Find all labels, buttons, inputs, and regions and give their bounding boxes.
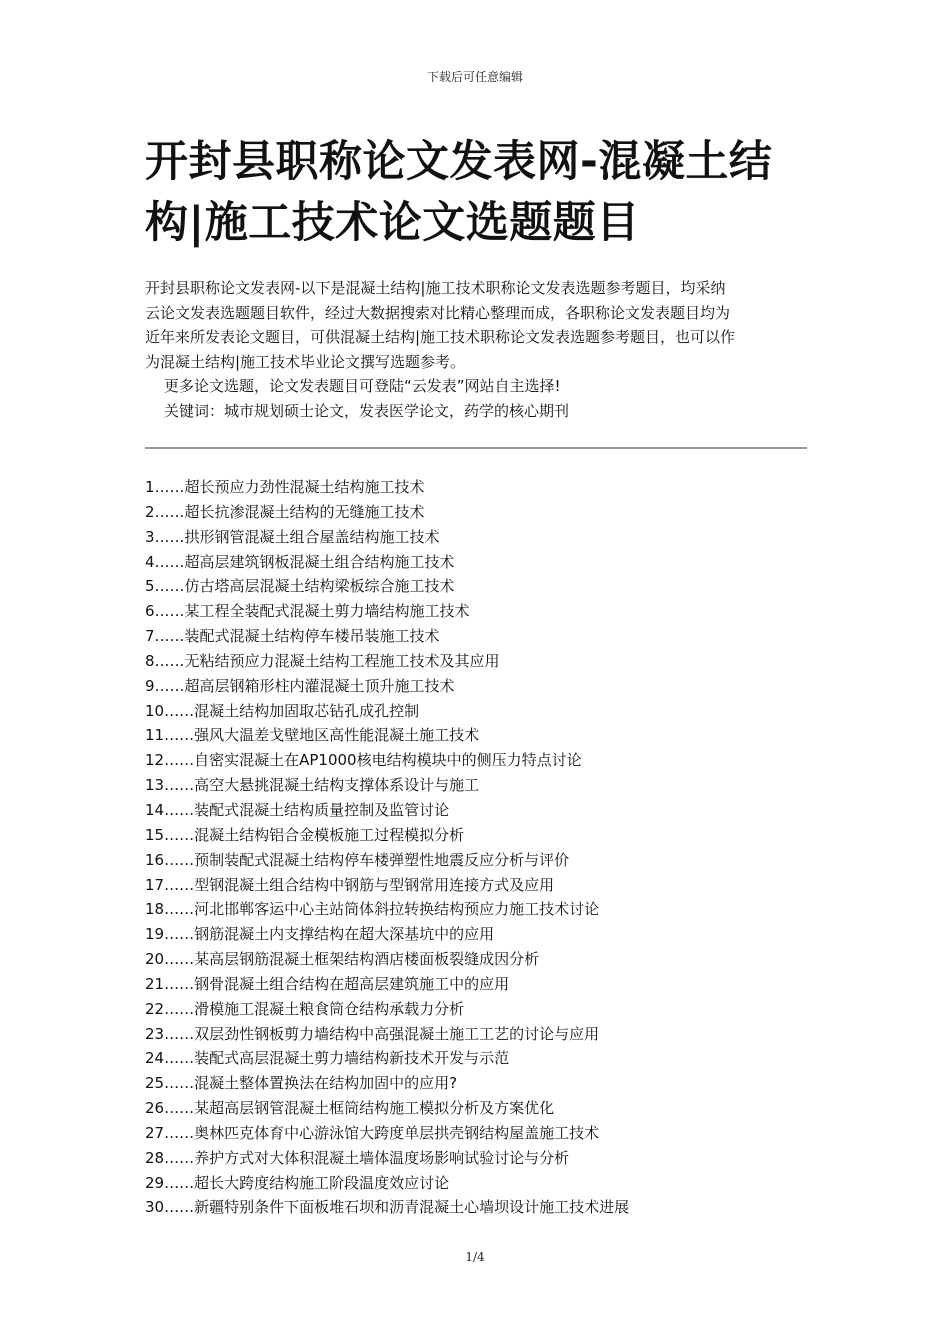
topic-item: 1……超长预应力劲性混凝土结构施工技术 <box>145 478 425 496</box>
section-divider <box>145 447 807 449</box>
topic-item: 24……装配式高层混凝土剪力墙结构新技术开发与示范 <box>145 1049 510 1068</box>
topic-item: 3……拱形钢管混凝土组合屋盖结构施工技术 <box>145 527 440 546</box>
topic-item: 4……超高层建筑钢板混凝土组合结构施工技术 <box>145 552 455 571</box>
topic-item: 6……某工程全装配式混凝土剪力墙结构施工技术 <box>145 602 470 621</box>
topic-item: 10……混凝土结构加固取芯钻孔成孔控制 <box>145 701 420 720</box>
topic-item: 17……型钢混凝土组合结构中钢筋与型钢常用连接方式及应用 <box>145 875 555 894</box>
intro-paragraph <box>145 276 807 423</box>
topic-item: 27……奥林匹克体育中心游泳馆大跨度单层拱壳钢结构屋盖施工技术 <box>145 1123 600 1142</box>
topic-item: 2……超长抗渗混凝土结构的无缝施工技术 <box>145 502 425 521</box>
topic-item: 18……河北邯郸客运中心主站筒体斜拉转换结构预应力施工技术讨论 <box>145 900 600 919</box>
more-topics-note: 更多论文选题，论文发表题目可登陆“云发表”网站自主选择! <box>164 377 561 395</box>
topic-item: 22……滑模施工混凝土粮食筒仓结构承载力分析 <box>145 999 465 1018</box>
topic-item: 14……装配式混凝土结构质量控制及监管讨论 <box>145 800 450 819</box>
topic-item: 20……某高层钢筋混凝土框架结构酒店楼面板裂缝成因分析 <box>145 950 540 969</box>
topic-item: 28……养护方式对大体积混凝土墙体温度场影响试验讨论与分析 <box>145 1148 570 1167</box>
topic-item: 29……超长大跨度结构施工阶段温度效应讨论 <box>145 1173 450 1192</box>
topic-item: 23……双层劲性钢板剪力墙结构中高强混凝土施工工艺的讨论与应用 <box>145 1024 600 1043</box>
intro-line: 开封县职称论文发表网-以下是混凝土结构|施工技术职称论文发表选题参考题目，均采纳 <box>145 279 726 297</box>
intro-line: 为混凝土结构|施工技术毕业论文撰写选题参考。 <box>145 352 466 371</box>
topic-item: 12……自密实混凝土在AP1000核电结构模块中的侧压力特点讨论 <box>145 751 582 770</box>
page-header-note: 下载后可任意编辑 <box>426 70 523 84</box>
topic-item: 13……高空大悬挑混凝土结构支撑体系设计与施工 <box>145 776 480 795</box>
topic-item: 8……无粘结预应力混凝土结构工程施工技术及其应用 <box>145 651 500 670</box>
topic-item: 30……新疆特别条件下面板堆石坝和沥青混凝土心墙坝设计施工技术进展 <box>145 1198 630 1217</box>
topic-item: 5……仿古塔高层混凝土结构梁板综合施工技术 <box>145 577 455 596</box>
topic-list <box>145 475 807 1220</box>
intro-line: 近年来所发表论文题目，可供混凝土结构|施工技术职称论文发表选题参考题目，也可以作 <box>145 328 736 346</box>
topic-item: 19……钢筋混凝土内支撑结构在超大深基坑中的应用 <box>145 925 495 944</box>
topic-item: 25……混凝土整体置换法在结构加固中的应用? <box>145 1074 458 1093</box>
keywords-line: 关键词：城市规划硕士论文，发表医学论文，药学的核心期刊 <box>164 401 570 420</box>
intro-line: 云论文发表选题题目软件，经过大数据搜索对比精心整理而成，各职称论文发表题目均为 <box>145 303 731 322</box>
topic-item: 26……某超高层钢管混凝土框筒结构施工模拟分析及方案优化 <box>145 1099 555 1118</box>
topic-item: 11……强风大温差戈壁地区高性能混凝土施工技术 <box>145 726 480 745</box>
topic-item: 9……超高层钢箱形柱内灌混凝土顶升施工技术 <box>145 676 455 695</box>
document-title: 开封县职称论文发表网-混凝土结构|施工技术论文选题题目 <box>145 137 773 248</box>
topic-item: 15……混凝土结构铝合金模板施工过程模拟分析 <box>145 825 465 844</box>
topic-item: 16……预制装配式混凝土结构停车楼弹塑性地震反应分析与评价 <box>145 850 570 869</box>
page-number: 1/4 <box>465 1250 485 1264</box>
topic-item: 7……装配式混凝土结构停车楼吊装施工技术 <box>145 627 440 646</box>
topic-item: 21……钢骨混凝土组合结构在超高层建筑施工中的应用 <box>145 974 510 993</box>
